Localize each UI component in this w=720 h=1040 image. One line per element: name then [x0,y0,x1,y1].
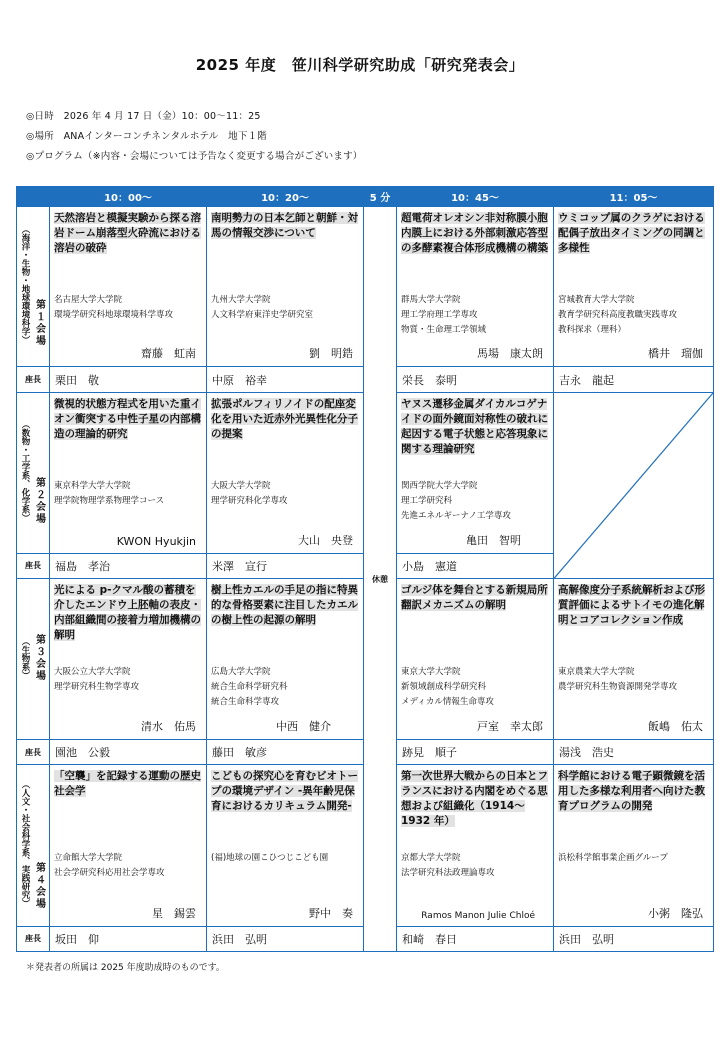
presenter-name: 星 錫雲 [152,906,196,920]
talk-title: ヤヌス遷移金属ダイカルコゲナイドの面外鏡面対称性の破れに起因する電子状態と応答現象に関する理論研究 [401,397,548,455]
time-header-row [17,187,714,207]
talk-title: 「空襲」を記録する運動の歴史社会学 [54,770,201,798]
talk-cell [50,392,207,553]
chair-name: 米澤 宣行 [207,553,364,578]
affiliation: メディカル情報生命専攻 [401,697,494,708]
venue-label [17,392,50,553]
talk-title: 光による p-クマル酸の蓄積を介したエンドウ上胚軸の表皮・内部組織間の接着力増加機構の解明 [54,584,201,642]
affiliation: 京都大学大学院 [401,853,461,864]
chair-name: 栄長 泰明 [397,367,554,392]
affiliation: 教科探求（理科） [558,325,627,336]
venue-label [17,207,50,367]
affiliation: 理学研究科生物学専攻 [54,682,140,693]
talk-title: 南明勢力の日本乞師と朝鮮・対馬の情報交渉について [211,212,358,240]
chair-name: 浜田 弘明 [554,926,714,951]
affiliation: 東京科学大学大学院 [54,480,131,491]
affiliation: 統合生命科学専攻 [211,697,280,708]
venue-name: 第３会場 [36,635,47,683]
time-slot-2: 10：20～ [207,187,364,207]
talk-title: 超電荷オレオシン非対称膜小胞内膜上における外部刺激応答型の多酵素複合体形成機構の構築 [401,212,548,255]
talk-title: こどもの探究心を育むビオトープの環境デザイン -異年齢児保育におけるカリキュラム開発- [211,770,358,813]
presenter-name: 亀田 智明 [466,533,521,547]
talk-title: 天然溶岩と模擬実験から探る溶岩ドーム崩落型火砕流における溶岩の破砕 [54,212,201,255]
chair-name: 栗田 敬 [50,367,207,392]
event-program-note: ◎プログラム（※内容・会場については予告なく変更する場合がございます） [26,151,363,162]
affiliation: (福)地球の園こひつじこども園 [211,853,329,864]
affiliation: 人文科学府東洋史学研究室 [211,310,314,321]
chair-name: 跡見 順子 [397,740,554,765]
genre-label: （海洋・生物・地球環境科学） [19,225,30,345]
talk-title: 微視的状態方程式を用いた重イオン衝突する中性子星の内部構造の理論的研究 [54,397,201,440]
talk-title: 高解像度分子系統解析および形質評価によるサトイモの進化解明とコアコレクション作成 [558,584,705,627]
chair-name: 中原 裕幸 [207,367,364,392]
presenter-name: 橋井 瑠伽 [648,347,703,361]
presenter-name: 大山 央登 [298,533,353,547]
chair-name: 坂田 仰 [50,926,207,951]
event-place: ◎場所 ANAインターコンチネンタルホテル 地下１階 [26,131,267,142]
talk-cell [207,579,364,740]
talk-cell [397,579,554,740]
affiliation: 理学院物理学系物理学コース [54,495,165,506]
affiliation: 教育学研究科高度教職実践専攻 [558,310,678,321]
venue-name: 第２会場 [36,477,47,525]
chair-label: 座長 [17,553,50,578]
affiliation: 理学研究科化学専攻 [211,495,288,506]
affiliation: 理工学研究科 [401,495,453,506]
chair-name: 小島 憲道 [397,553,554,578]
presenter-name: 戸室 幸太郎 [477,720,543,734]
presenter-name: 野中 奏 [309,906,353,920]
footnote: ＊発表者の所属は 2025 年度助成時のものです。 [26,963,225,973]
affiliation: 浜松科学館事業企画グループ [558,853,668,864]
talk-title: 第一次世界大戦からの日本とフランスにおける内閣をめぐる思想および組織化（1914～1932 年） [401,770,548,828]
talk-cell [50,579,207,740]
break-duration: 5 分 [364,187,397,207]
program-table [16,186,714,952]
affiliation: 農学研究科生物資源開発学専攻 [558,682,678,693]
affiliation: 統合生命科学研究科 [211,682,288,693]
affiliation: 関西学院大学大学院 [401,480,478,491]
chair-name: 園池 公毅 [50,740,207,765]
chair-name: 和崎 春日 [397,926,554,951]
session-row-1 [17,207,714,367]
genre-label: （数物・工学系、化学系） [19,419,30,522]
affiliation: 九州大学大学院 [211,295,271,306]
chair-name: 吉永 龍起 [554,367,714,392]
event-date: ◎日時 2026 年 4 月 17 日（金）10：00～11：25 [26,111,261,122]
chair-name: 湯浅 浩史 [554,740,714,765]
affiliation: 理工学府理工学専攻 [401,310,478,321]
talk-cell [554,579,714,740]
talk-cell [397,207,554,367]
affiliation: 先進エネルギーナノ工学専攻 [401,510,511,521]
venue-label [17,765,50,926]
empty-slot-diagonal [554,393,713,578]
presenter-name: KWON Hyukjin [116,534,196,548]
affiliation: 広島大学大学院 [211,667,271,678]
chair-name: 藤田 敏彦 [207,740,364,765]
talk-title: ウミコップ属のクラゲにおける配偶子放出タイミングの同調と多様性 [558,212,705,255]
talk-title: 科学館における電子顕微鏡を活用した多様な利用者へ向けた教育プログラムの開発 [558,770,705,813]
venue-label [17,579,50,740]
presenter-name: 馬場 康太朗 [477,347,543,361]
page-title: 2025 年度 笹川科学研究助成「研究発表会」 [195,56,525,74]
affiliation: 立命館大学大学院 [54,853,123,864]
affiliation: 東京大学大学院 [401,667,461,678]
chair-name: 福島 孝治 [50,553,207,578]
time-slot-3: 10：45～ [397,187,554,207]
affiliation: 宮城教育大学大学院 [558,295,635,306]
chair-label: 座長 [17,926,50,951]
talk-title: ゴルジ体を舞台とする新規局所翻訳メカニズムの解明 [401,584,548,612]
talk-cell [554,765,714,926]
venue-name: 第１会場 [36,300,47,348]
talk-cell [50,765,207,926]
presenter-name: 小粥 隆弘 [648,906,703,920]
break-column [364,207,397,952]
affiliation: 大阪大学大学院 [211,480,271,491]
talk-cell [207,765,364,926]
talk-cell [207,207,364,367]
empty-slot [554,392,714,578]
presenter-name: Ramos Manon Julie Chloé [421,910,535,921]
affiliation: 東京農業大学大学院 [558,667,635,678]
talk-cell [554,207,714,367]
talk-cell [50,207,207,367]
affiliation: 環境学研究科地球環境科学専攻 [54,310,174,321]
talk-title: 樹上性カエルの手足の指に特異的な骨格要素に注目したカエルの樹上性の起源の解明 [211,584,358,627]
affiliation: 大阪公立大学大学院 [54,667,131,678]
presenter-name: 劉 明鋯 [309,347,353,361]
genre-label: （生物系） [19,636,30,680]
time-slot-4: 11：05～ [554,187,714,207]
affiliation: 法学研究科法政理論専攻 [401,868,495,879]
talk-cell [397,765,554,926]
time-slot-1: 10：00～ [50,187,207,207]
chair-label: 座長 [17,740,50,765]
affiliation: 新領域創成科学研究科 [401,682,487,693]
chair-name: 浜田 弘明 [207,926,364,951]
genre-label: （人文・社会科学系、実践研究） [19,779,30,908]
affiliation: 名古屋大学大学院 [54,295,123,306]
presenter-name: 中西 健介 [276,720,331,734]
talk-title: 拡張ポルフィリノイドの配座変化を用いた近赤外光異性化分子の提案 [211,397,358,440]
presenter-name: 清水 佑馬 [141,720,196,734]
presenter-name: 飯嶋 佑太 [648,720,703,734]
affiliation: 社会学研究科応用社会学専攻 [54,868,165,879]
header-corner [17,187,50,207]
presenter-name: 齋藤 虹南 [141,347,196,361]
affiliation: 物質・生命理工学領域 [401,325,487,336]
talk-cell [397,392,554,553]
venue-name: 第４会場 [36,863,47,911]
talk-cell [207,392,364,553]
break-label: 休憩 [372,574,388,584]
chair-label: 座長 [17,367,50,392]
affiliation: 群馬大学大学院 [401,295,461,306]
